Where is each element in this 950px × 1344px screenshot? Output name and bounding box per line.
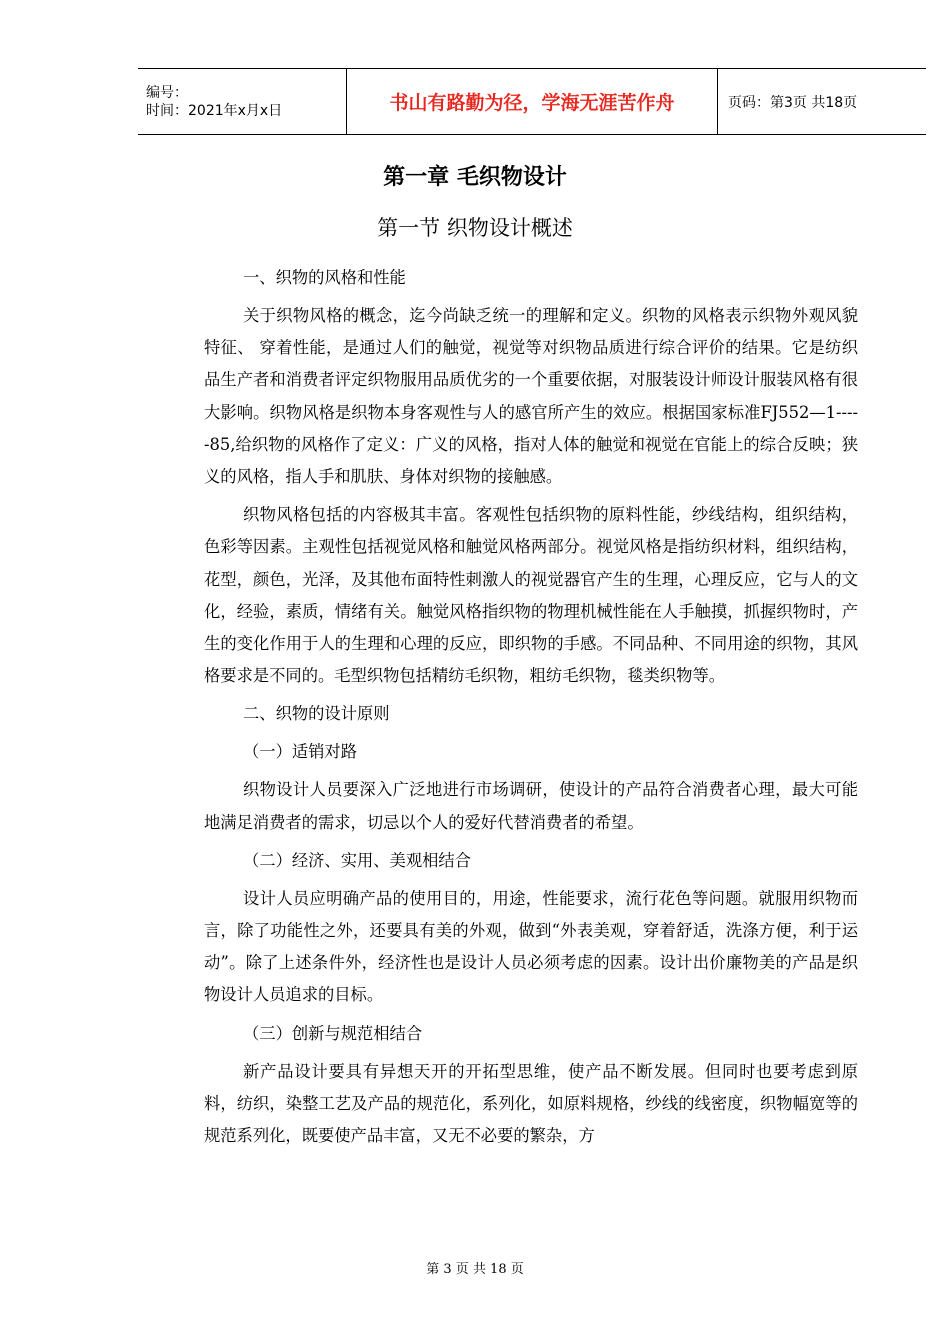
paragraph: 织物设计人员要深入广泛地进行市场调研，使设计的产品符合消费者心理，最大可能地满足消费者的需求，切忌以个人的爱好代替消费者的希望。 — [204, 780, 858, 832]
paragraph: 关于织物风格的概念，迄今尚缺乏统一的理解和定义。织物的风格表示织物外观风貌特征、 穿着性能，是通过人们的触觉，视觉等对织物品质进行综合评价的结果。它是纺织品生产者和消费者评定织物服用品质优劣的一个重要依据，对服装设计师设计服装风格有很大影响。织物风格是织物本身客观性与人的感官所产生的效应。根据国家标准FJ552—1-----85,给织物的风格作了定义：广义的风格，指对人体的触觉和视觉在官能上的综合反映；狭义的风格，指人手和肌肤、身体对织物的接触感。 — [204, 306, 858, 487]
page-header — [138, 68, 926, 135]
chapter-title: 第一章 毛织物设计 — [383, 165, 567, 190]
header-page-code: 页码：第3页 共18页 — [718, 69, 927, 135]
header-meta — [138, 69, 347, 135]
document-number: 编号： — [146, 84, 188, 101]
section-title: 第一节 织物设计概述 — [377, 216, 573, 240]
paragraph: 新产品设计要具有异想天开的开拓型思维，使产品不断发展。但同时也要考虑到原料，纺织，染整工艺及产品的规范化，系列化，如原料规格，纱线的线密度，织物幅宽等的规范系列化，既要使产品丰富，又无不必要的繁杂，方 — [204, 1061, 858, 1146]
document-date: 时间：2021年x月x日 — [146, 102, 283, 119]
subheading-economy-practical-beauty: （二）经济、实用、美观相结合 — [243, 850, 471, 870]
subheading-marketable: （一）适销对路 — [243, 742, 357, 762]
page-footer: 第 3 页 共 18 页 — [426, 1262, 524, 1277]
subheading-innovation-standard: （三）创新与规范相结合 — [243, 1023, 423, 1043]
header-motto: 书山有路勤为径，学海无涯苦作舟 — [347, 69, 718, 135]
paragraph: 织物风格包括的内容极其丰富。客观性包括织物的原料性能，纱线结构，组织结构，色彩等因素。主观性包括视觉风格和触觉风格两部分。视觉风格是指纺织材料，组织结构，花型，颜色，光泽，及其他布面特性刺激人的视觉器官产生的生理，心理反应，它与人的文化，经验，素质，情绪有关。触觉风格指织物的物理机械性能在人手触摸，抓握织物时，产生的变化作用于人的生理和心理的反应，即织物的手感。不同品种、不同用途的织物，其风格要求是不同的。毛型织物包括精纺毛织物，粗纺毛织物，毯类织物等。 — [204, 505, 858, 686]
paragraph: 设计人员应明确产品的使用目的，用途，性能要求，流行花色等问题。就服用织物而言，除了功能性之外，还要具有美的外观，做到“外表美观，穿着舒适，洗涤方便，利于运动”。除了上述条件外，经济性也是设计人员必须考虑的因素。设计出价廉物美的产品是织物设计人员追求的目标。 — [204, 888, 858, 1005]
body-text — [204, 262, 858, 1152]
heading-design-principles: 二、织物的设计原则 — [243, 704, 390, 724]
heading-style-performance: 一、织物的风格和性能 — [243, 268, 406, 287]
